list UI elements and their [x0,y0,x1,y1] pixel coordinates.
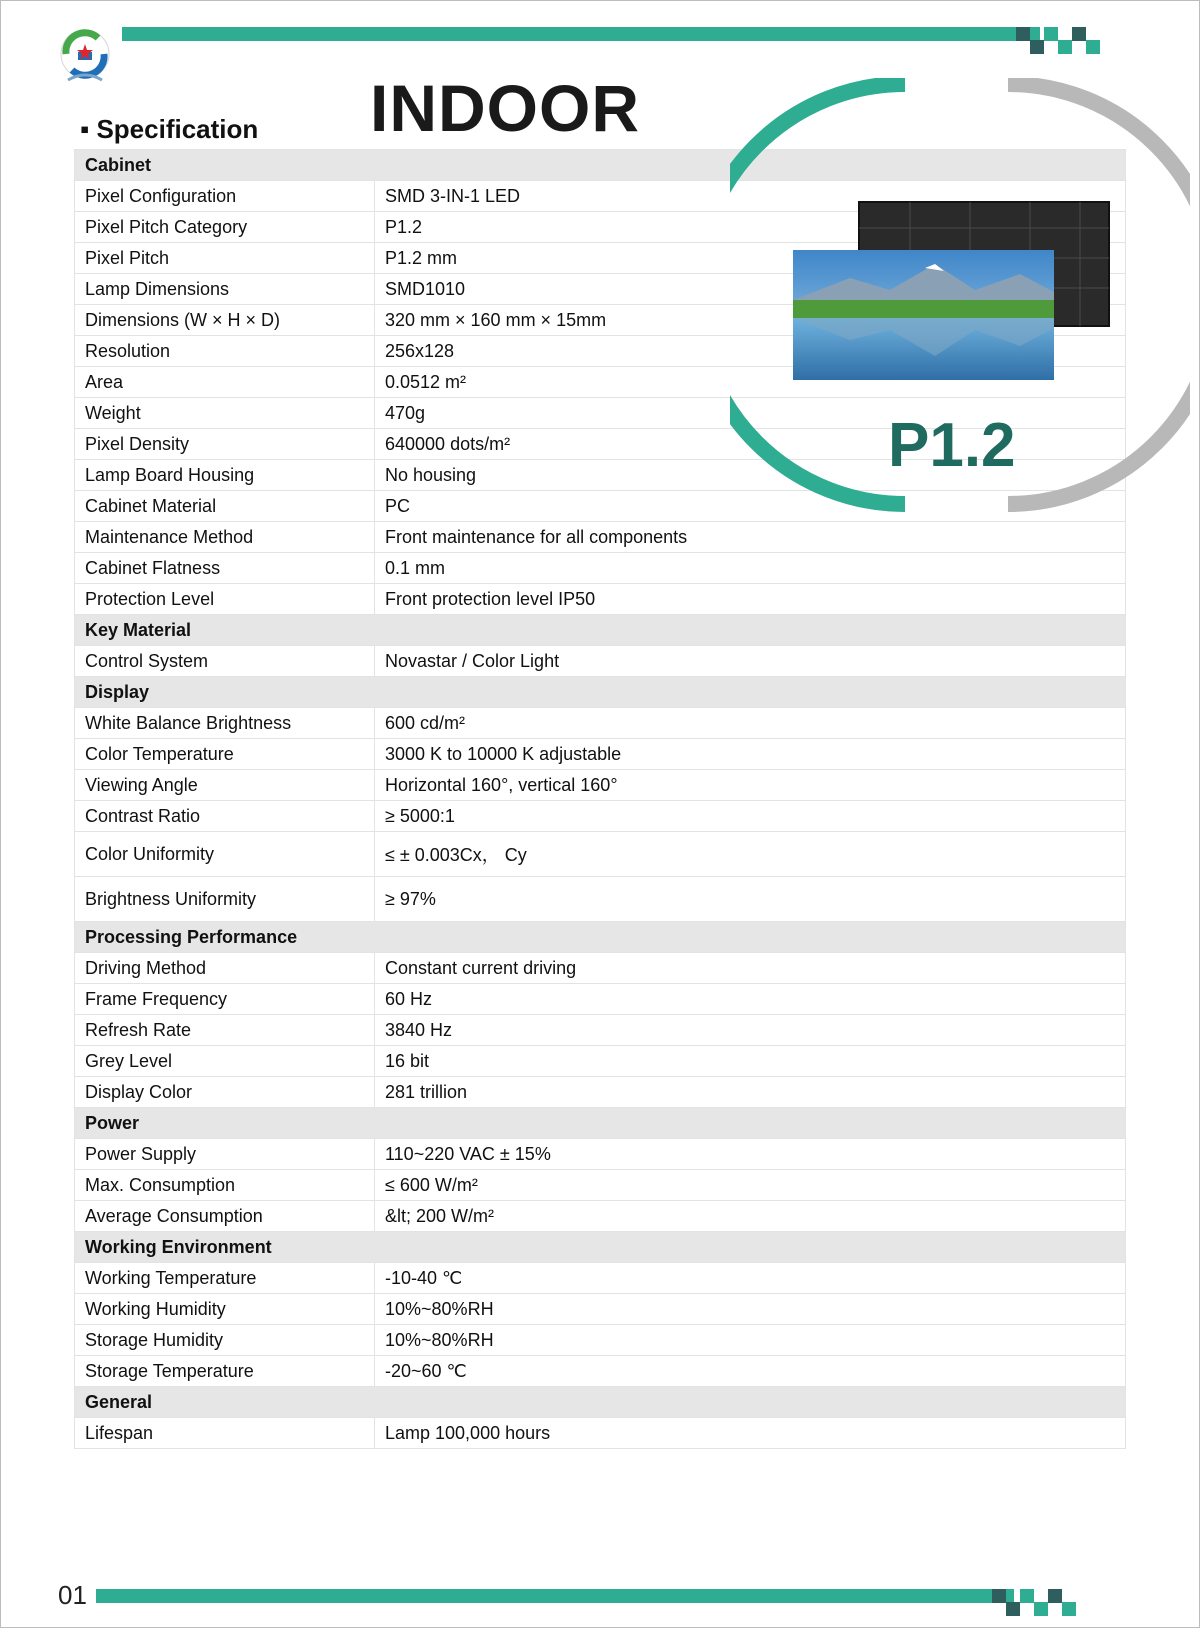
pixel-block [1044,27,1058,41]
spec-label: Dimensions (W × H × D) [75,305,375,336]
spec-label: Driving Method [75,953,375,984]
pixel-block [992,1589,1006,1603]
spec-row [75,984,1126,1015]
pixel-block [1048,1589,1062,1603]
spec-row [75,1170,1126,1201]
spec-row [75,1046,1126,1077]
spec-label: Lifespan [75,1418,375,1449]
section-header-row [75,615,1126,646]
spec-label: Storage Temperature [75,1356,375,1387]
pixel-block [1086,40,1100,54]
spec-label: Control System [75,646,375,677]
spec-value: 10%~80%RH [375,1325,1126,1356]
spec-value: 0.0512 m² [375,367,1126,398]
spec-label: Display Color [75,1077,375,1108]
spec-label: Pixel Configuration [75,181,375,212]
spec-row [75,739,1126,770]
spec-value: 110~220 VAC ± 15% [375,1139,1126,1170]
spec-label: Power Supply [75,1139,375,1170]
spec-value: 640000 dots/m² [375,429,1126,460]
pixel-block [1016,27,1030,41]
spec-label: Pixel Pitch [75,243,375,274]
spec-row [75,1077,1126,1108]
spec-label: Color Temperature [75,739,375,770]
footer-accent-bar [96,1589,1014,1603]
spec-row [75,1294,1126,1325]
spec-row [75,1263,1126,1294]
spec-value: P1.2 [375,212,1126,243]
spec-value: PC [375,491,1126,522]
spec-label: Contrast Ratio [75,801,375,832]
spec-row [75,553,1126,584]
section-header-row [75,1232,1126,1263]
spec-value: &lt; 200 W/m² [375,1201,1126,1232]
section-header: Display [75,677,1126,708]
spec-label: Resolution [75,336,375,367]
spec-label: Refresh Rate [75,1015,375,1046]
pixel-block [1062,1602,1076,1616]
product-type-heading: INDOOR [370,71,640,145]
spec-value: 3840 Hz [375,1015,1126,1046]
spec-label: Frame Frequency [75,984,375,1015]
section-header-row [75,1387,1126,1418]
spec-label: Max. Consumption [75,1170,375,1201]
spec-row [75,877,1126,922]
section-header: Working Environment [75,1232,1126,1263]
spec-row [75,1325,1126,1356]
pixel-block [1034,1602,1048,1616]
spec-label: Lamp Board Housing [75,460,375,491]
spec-row [75,770,1126,801]
section-header: Power [75,1108,1126,1139]
spec-value: SMD 3-IN-1 LED [375,181,1126,212]
section-header-row [75,922,1126,953]
spec-value: 60 Hz [375,984,1126,1015]
spec-row [75,832,1126,877]
spec-value: Front maintenance for all components [375,522,1126,553]
spec-label: Pixel Pitch Category [75,212,375,243]
spec-label: White Balance Brightness [75,708,375,739]
spec-label: Viewing Angle [75,770,375,801]
section-header: Cabinet [75,150,1126,181]
spec-value: Lamp 100,000 hours [375,1418,1126,1449]
pixel-block [1058,40,1072,54]
section-header: Key Material [75,615,1126,646]
spec-label: Color Uniformity [75,832,375,877]
spec-value: 470g [375,398,1126,429]
pitch-badge: P1.2 [888,411,1016,480]
spec-row [75,584,1126,615]
spec-value: -10-40 ℃ [375,1263,1126,1294]
pixel-block [1006,1602,1020,1616]
spec-value: 600 cd/m² [375,708,1126,739]
spec-row [75,1418,1126,1449]
spec-value: 3000 K to 10000 K adjustable [375,739,1126,770]
section-header: General [75,1387,1126,1418]
spec-value: 281 trillion [375,1077,1126,1108]
spec-value: 10%~80%RH [375,1294,1126,1325]
company-logo [58,24,112,90]
spec-label: Brightness Uniformity [75,877,375,922]
page-number: 01 [58,1580,87,1610]
spec-row [75,1015,1126,1046]
spec-label: Working Temperature [75,1263,375,1294]
header-accent-bar [122,27,1040,41]
spec-row [75,708,1126,739]
spec-value: 256x128 [375,336,1126,367]
spec-value: Front protection level IP50 [375,584,1126,615]
spec-row [75,801,1126,832]
spec-row [75,1201,1126,1232]
spec-label: Lamp Dimensions [75,274,375,305]
spec-label: Storage Humidity [75,1325,375,1356]
spec-label: Weight [75,398,375,429]
spec-label: Area [75,367,375,398]
section-title: ▪ Specification [80,114,259,144]
spec-value: Horizontal 160°, vertical 160° [375,770,1126,801]
spec-label: Cabinet Flatness [75,553,375,584]
spec-value: ≤ 600 W/m² [375,1170,1126,1201]
spec-value: ≥ 97% [375,877,1126,922]
spec-value: 0.1 mm [375,553,1126,584]
spec-value: 16 bit [375,1046,1126,1077]
spec-label: Working Humidity [75,1294,375,1325]
spec-value: ≤ ± 0.003Cx， Cy [375,832,1126,877]
pixel-block [1030,40,1044,54]
spec-value: Constant current driving [375,953,1126,984]
spec-value: SMD1010 [375,274,1126,305]
spec-label: Maintenance Method [75,522,375,553]
pixel-block [1072,27,1086,41]
spec-label: Pixel Density [75,429,375,460]
section-header-row [75,677,1126,708]
spec-value: 320 mm × 160 mm × 15mm [375,305,1126,336]
landscape-panel [793,250,1054,380]
pixel-block [1020,1589,1034,1603]
spec-row [75,1139,1126,1170]
spec-value: P1.2 mm [375,243,1126,274]
spec-value: -20~60 ℃ [375,1356,1126,1387]
spec-value: ≥ 5000:1 [375,801,1126,832]
spec-label: Cabinet Material [75,491,375,522]
section-header-row [75,1108,1126,1139]
spec-row [75,953,1126,984]
spec-label: Grey Level [75,1046,375,1077]
section-header: Processing Performance [75,922,1126,953]
spec-label: Average Consumption [75,1201,375,1232]
spec-value: No housing [375,460,1126,491]
spec-label: Protection Level [75,584,375,615]
spec-value: Novastar / Color Light [375,646,1126,677]
spec-row [75,646,1126,677]
spec-row [75,1356,1126,1387]
